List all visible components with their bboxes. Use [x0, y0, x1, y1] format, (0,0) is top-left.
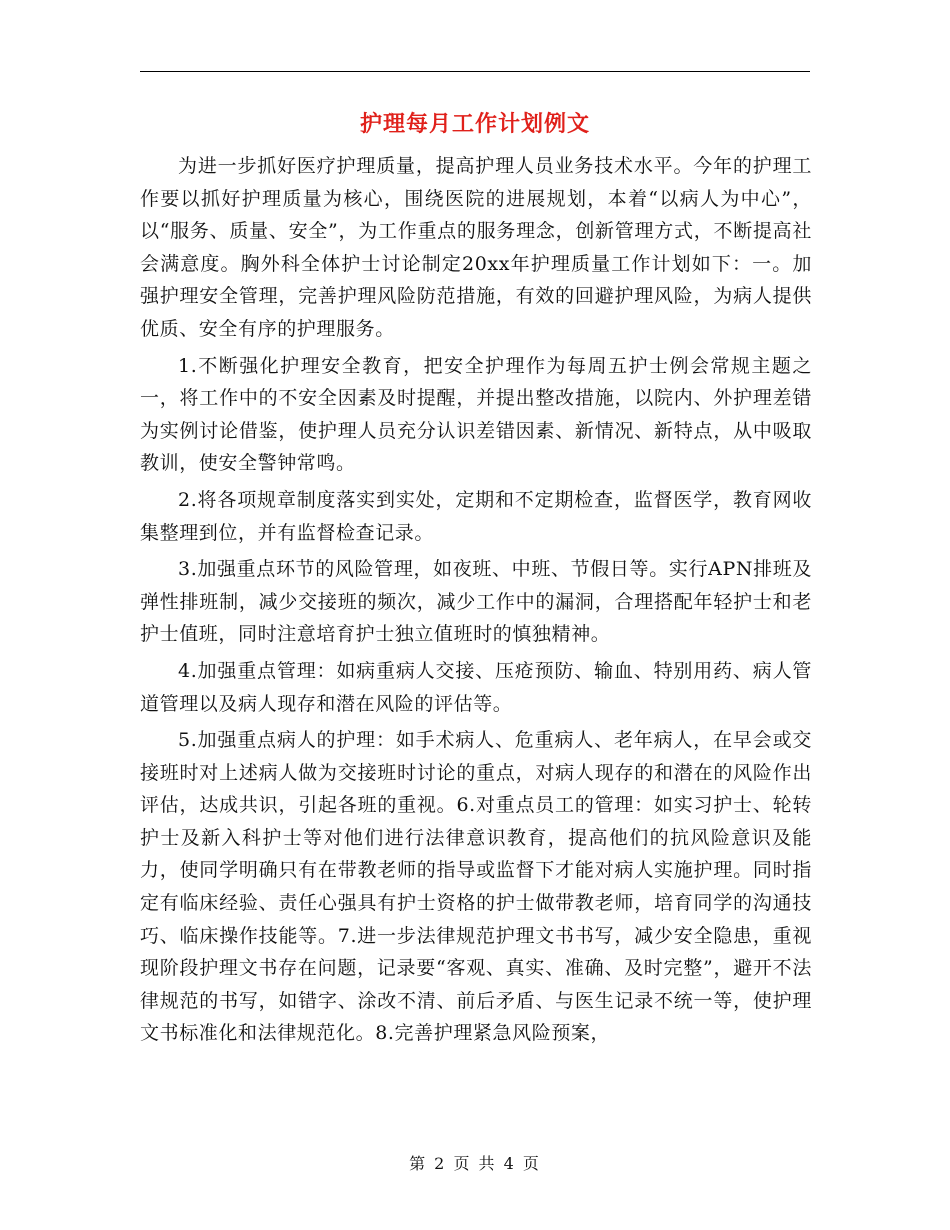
paragraph-item-5: 5.加强重点病人的护理：如手术病人、危重病人、老年病人，在早会或交接班时对上述病人做为交接班时讨论的重点，对病人现存的和潜在的风险作出评估，达成共识，引起各班的重视。6.对重点员工的管理：如实习护士、轮转护士及新入科护士等对他们进行法律意识教育，提高他们的抗风险意识及能力，使同学明确只有在带教老师的指导或监督下才能对病人实施护理。同时指定有临床经验、责任心强具有护士资格的护士做带教老师，培育同学的沟通技巧、临床操作技能等。7.进一步法律规范护理文书书写，减少安全隐患，重视现阶段护理文书存在问题，记录要“客观、真实、准确、及时完整”，避开不法律规范的书写，如错字、涂改不清、前后矛盾、与医生记录不统一等，使护理文书标准化和法律规范化。8.完善护理紧急风险预案， — [140, 729, 812, 1045]
paragraph-item-2: 2.将各项规章制度落实到实处，定期和不定期检查，监督医学，教育网收集整理到位，并有监督检查记录。 — [140, 488, 812, 544]
document-title: 护理每月工作计划例文 — [359, 111, 590, 137]
header-rule — [140, 71, 810, 72]
paragraph-item-3: 3.加强重点环节的风险管理，如夜班、中班、节假日等。实行APN排班及弹性排班制，减少交接班的频次，减少工作中的漏洞，合理搭配年轻护士和老护士值班，同时注意培育护士独立值班时的慎独精神。 — [140, 558, 812, 646]
document-body — [140, 150, 812, 1054]
page-number-footer: 第 2 页 共 4 页 — [409, 1154, 541, 1173]
paragraph-intro: 为进一步抓好医疗护理质量，提高护理人员业务技术水平。今年的护理工作要以抓好护理质量为核心，围绕医院的进展规划，本着“以病人为中心”，以“服务、质量、安全”，为工作重点的服务理念，创新管理方式，不断提高社会满意度。胸外科全体护士讨论制定20xx年护理质量工作计划如下：一。加强护理安全管理，完善护理风险防范措施，有效的回避护理风险，为病人提供优质、安全有序的护理服务。 — [140, 155, 812, 340]
paragraph-item-4: 4.加强重点管理：如病重病人交接、压疮预防、输血、特别用药、病人管道管理以及病人现存和潜在风险的评估等。 — [140, 659, 812, 715]
paragraph-item-1: 1.不断强化护理安全教育，把安全护理作为每周五护士例会常规主题之一，将工作中的不安全因素及时提醒，并提出整改措施，以院内、外护理差错为实例讨论借鉴，使护理人员充分认识差错因素、新情况、新特点，从中吸取教训，使安全警钟常鸣。 — [140, 354, 812, 475]
